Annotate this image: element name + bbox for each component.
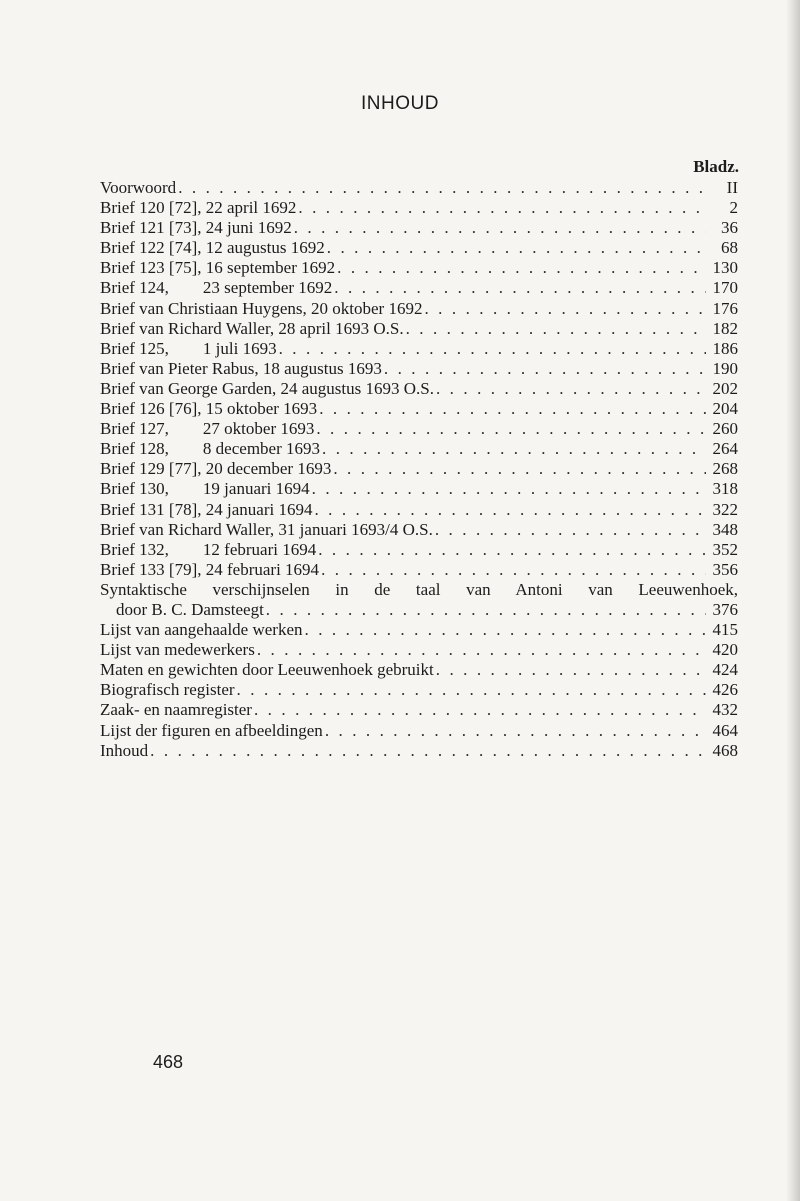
dot-leader bbox=[294, 218, 706, 238]
toc-entry-page: 130 bbox=[712, 258, 738, 278]
toc-entry-title: Brief 120 [72], 22 april 1692 bbox=[100, 198, 297, 218]
toc-entry-page: 68 bbox=[721, 238, 738, 258]
toc-entry-page: 348 bbox=[712, 519, 738, 539]
toc-entry-title: Brief van Richard Waller, 28 april 1693 O.S. bbox=[100, 318, 404, 338]
toc-entry-title: Lijst van medewerkers bbox=[100, 640, 255, 660]
toc-entry-page: 424 bbox=[712, 660, 738, 680]
toc-entry-page: 2 bbox=[729, 198, 738, 218]
toc-entry-page: 376 bbox=[712, 599, 738, 619]
toc-entry bbox=[100, 339, 738, 359]
dot-leader bbox=[305, 620, 707, 640]
toc-entry-title: Brief van Pieter Rabus, 18 augustus 1693 bbox=[100, 358, 382, 378]
toc-entry-title: Brief 122 [74], 12 augustus 1692 bbox=[100, 238, 325, 258]
toc-entry bbox=[100, 540, 738, 560]
toc-entry-title: Brief 128, 8 december 1693 bbox=[100, 439, 320, 459]
toc-entry-page: 260 bbox=[712, 419, 738, 439]
toc-entry bbox=[100, 560, 738, 580]
toc-entry-title: Brief 132, 12 februari 1694 bbox=[100, 539, 317, 559]
dot-leader bbox=[319, 399, 706, 419]
toc-entry-title: Voorwoord bbox=[100, 178, 177, 197]
toc-entry-title: Brief van Christiaan Huygens, 20 oktober 1692 bbox=[100, 298, 423, 318]
toc-entry bbox=[100, 700, 738, 720]
toc-entry-page: 318 bbox=[712, 479, 738, 499]
page-edge-shadow bbox=[786, 0, 800, 1201]
dot-leader bbox=[150, 741, 706, 761]
toc-entry-title: Inhoud bbox=[100, 740, 149, 760]
toc-entry-title: Brief 129 [77], 20 december 1693 bbox=[100, 459, 332, 479]
toc-entry bbox=[100, 258, 738, 278]
toc-entry-title: Brief 130, 19 januari 1694 bbox=[100, 479, 310, 499]
toc-entry bbox=[100, 520, 738, 540]
dot-leader bbox=[322, 439, 706, 459]
toc-entry bbox=[100, 299, 738, 319]
toc-entry-title: Brief van George Garden, 24 augustus 1693 O.S. bbox=[100, 378, 434, 398]
toc-entry-page: 432 bbox=[712, 700, 738, 720]
dot-leader bbox=[312, 479, 706, 499]
toc-entry bbox=[100, 479, 738, 499]
dot-leader bbox=[327, 238, 706, 258]
toc-entry-page: 204 bbox=[712, 399, 738, 419]
toc-entry-page: 176 bbox=[712, 298, 738, 318]
toc-entry bbox=[100, 359, 738, 379]
toc-entry-title: Brief 123 [75], 16 september 1692 bbox=[100, 258, 336, 278]
toc-entry bbox=[100, 500, 738, 520]
dot-leader bbox=[406, 319, 706, 339]
toc-entry-title: Lijst der figuren en afbeeldingen bbox=[100, 720, 323, 740]
toc-entry bbox=[100, 419, 738, 439]
toc-entry-page: 464 bbox=[712, 720, 738, 740]
toc-entry-page: 264 bbox=[712, 439, 738, 459]
dot-leader bbox=[436, 660, 706, 680]
dot-leader bbox=[254, 700, 706, 720]
toc-entry bbox=[100, 640, 738, 660]
toc-entry-page: 182 bbox=[712, 318, 738, 338]
toc-entry-page: 352 bbox=[712, 539, 738, 559]
toc-entry-title: Brief 131 [78], 24 januari 1694 bbox=[100, 499, 313, 519]
toc-entry-page: 420 bbox=[712, 640, 738, 660]
toc-entry bbox=[100, 319, 738, 339]
dot-leader bbox=[316, 419, 706, 439]
toc-entry bbox=[100, 399, 738, 419]
toc-entry-title: Brief 133 [79], 24 februari 1694 bbox=[100, 559, 320, 579]
dot-leader bbox=[318, 540, 706, 560]
dot-leader bbox=[334, 278, 706, 298]
dot-leader bbox=[237, 680, 706, 700]
table-of-contents bbox=[100, 178, 738, 761]
toc-entry bbox=[100, 178, 738, 198]
dot-leader bbox=[436, 379, 706, 399]
toc-entry-page: 170 bbox=[712, 278, 738, 298]
dot-leader bbox=[298, 198, 706, 218]
toc-entry bbox=[100, 278, 738, 298]
toc-entry-page: 356 bbox=[712, 559, 738, 579]
toc-entry bbox=[100, 580, 738, 620]
toc-entry-title-continuation: door B. C. Damsteegt bbox=[116, 599, 264, 619]
page-column-heading: Bladz. bbox=[693, 157, 739, 176]
dot-leader bbox=[257, 640, 706, 660]
toc-entry-page: 322 bbox=[712, 499, 738, 519]
toc-entry bbox=[100, 439, 738, 459]
toc-entry-title: Brief 124, 23 september 1692 bbox=[100, 278, 333, 298]
toc-entry-page: 202 bbox=[712, 378, 738, 398]
toc-entry bbox=[100, 198, 738, 218]
toc-entry-page: 186 bbox=[712, 338, 738, 358]
dot-leader bbox=[435, 520, 706, 540]
toc-entry-title: Biografisch register bbox=[100, 680, 235, 700]
dot-leader bbox=[178, 178, 706, 198]
toc-entry bbox=[100, 379, 738, 399]
dot-leader bbox=[333, 459, 706, 479]
toc-entry-page: 415 bbox=[712, 620, 738, 640]
toc-entry-continuation bbox=[100, 600, 738, 620]
toc-entry-title: Brief 127, 27 oktober 1693 bbox=[100, 419, 315, 439]
page-number: 468 bbox=[153, 1052, 184, 1072]
toc-entry-title: Maten en gewichten door Leeuwenhoek gebruikt bbox=[100, 660, 434, 680]
toc-entry bbox=[100, 721, 738, 741]
dot-leader bbox=[266, 600, 706, 620]
dot-leader bbox=[321, 560, 706, 580]
dot-leader bbox=[337, 258, 706, 278]
toc-entry bbox=[100, 620, 738, 640]
toc-entry bbox=[100, 741, 738, 761]
dot-leader bbox=[314, 500, 706, 520]
toc-entry-page: 36 bbox=[721, 218, 738, 238]
toc-entry bbox=[100, 238, 738, 258]
toc-entry-page: 268 bbox=[712, 459, 738, 479]
toc-entry-title: Lijst van aangehaalde werken bbox=[100, 620, 303, 640]
running-head: INHOUD bbox=[361, 93, 439, 114]
dot-leader bbox=[325, 721, 706, 741]
toc-entry bbox=[100, 218, 738, 238]
dot-leader bbox=[384, 359, 706, 379]
toc-entry-page: 190 bbox=[712, 358, 738, 378]
toc-entry-page: 468 bbox=[712, 740, 738, 760]
toc-entry bbox=[100, 459, 738, 479]
toc-entry-title: Brief 125, 1 juli 1693 bbox=[100, 338, 277, 358]
toc-entry-page: 426 bbox=[712, 680, 738, 700]
toc-entry-page: II bbox=[726, 178, 738, 197]
dot-leader bbox=[279, 339, 706, 359]
toc-entry-title: Brief 126 [76], 15 oktober 1693 bbox=[100, 399, 318, 419]
toc-entry-title: Brief 121 [73], 24 juni 1692 bbox=[100, 218, 292, 238]
dot-leader bbox=[424, 299, 706, 319]
toc-entry-title: Zaak- en naamregister bbox=[100, 700, 252, 720]
toc-entry-title: Brief van Richard Waller, 31 januari 1693/4 O.S. bbox=[100, 519, 433, 539]
toc-entry-title: Syntaktische verschijnselen in de taal van Antoni van Leeuwenhoek, bbox=[100, 579, 738, 599]
toc-entry bbox=[100, 680, 738, 700]
toc-entry bbox=[100, 660, 738, 680]
